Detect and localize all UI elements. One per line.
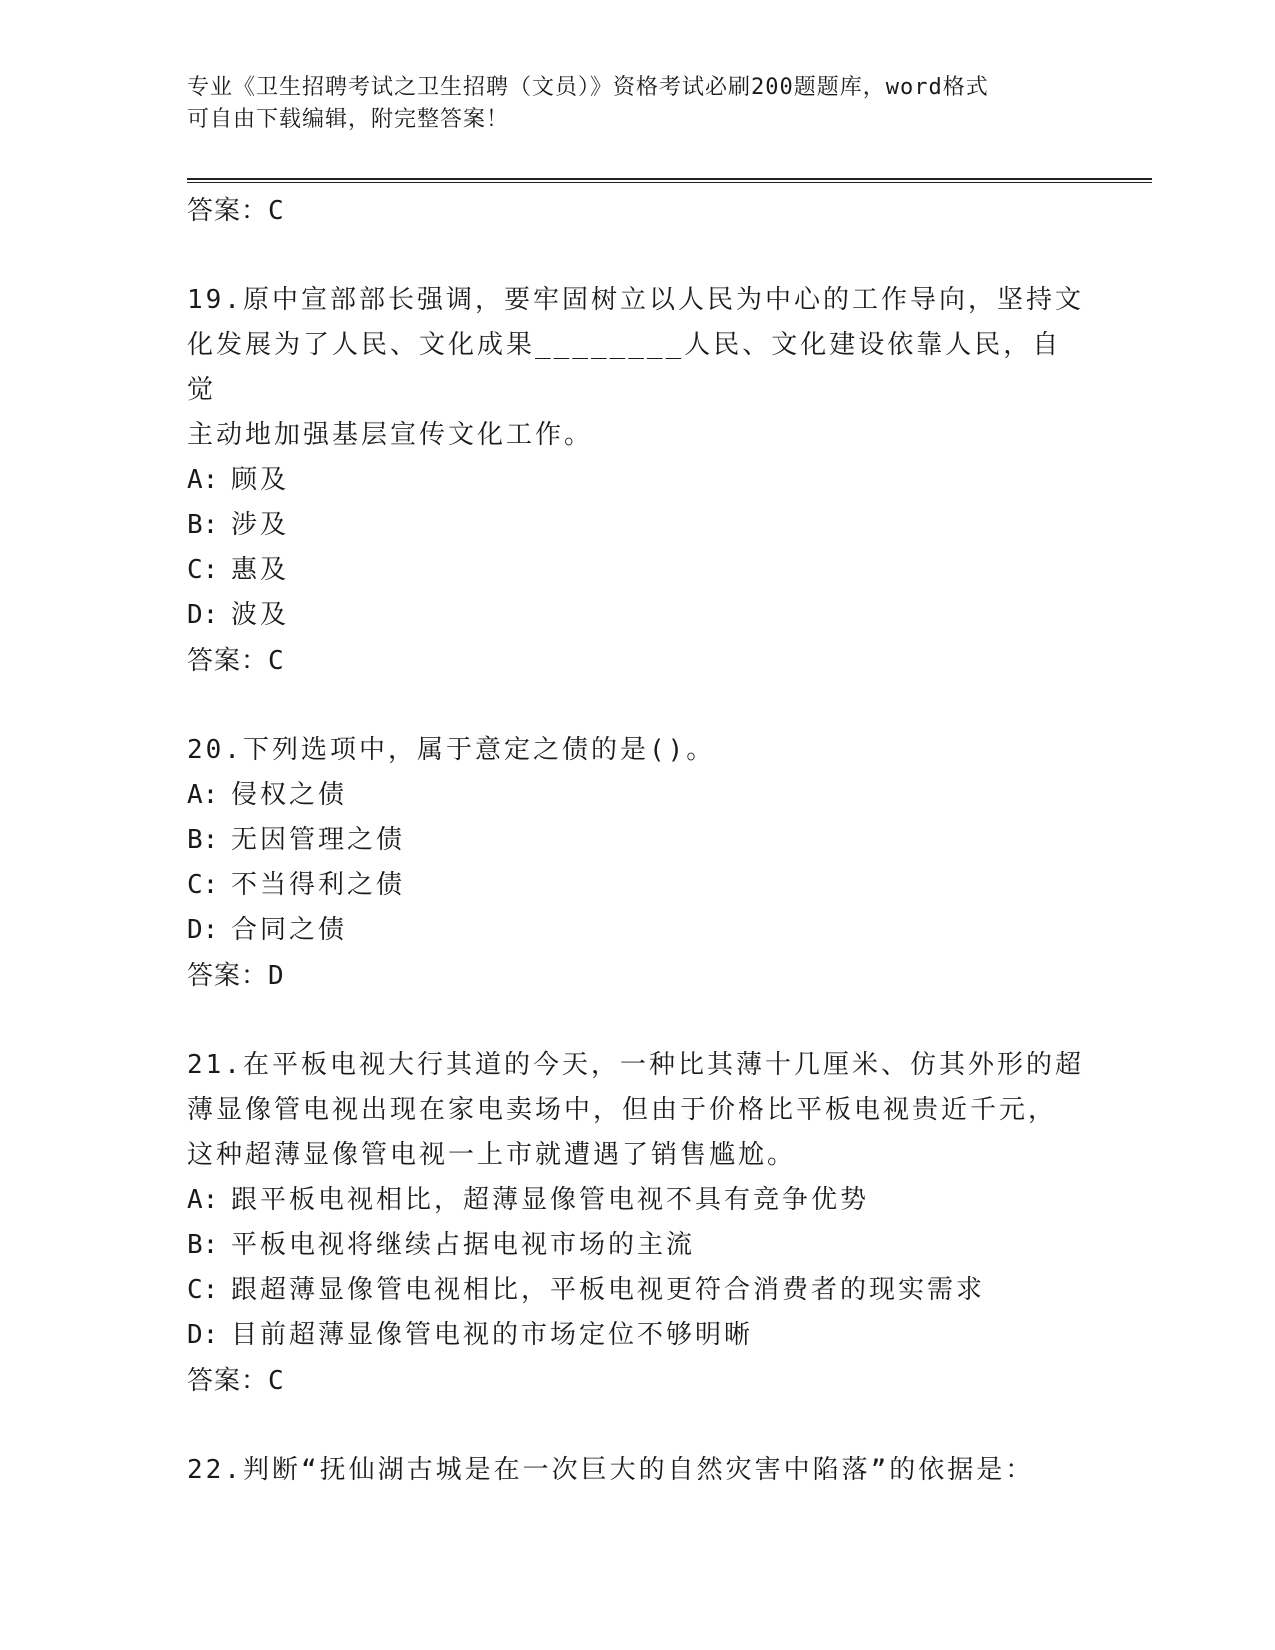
option-c: C: 惠及	[187, 555, 290, 585]
option-d: D: 合同之债	[187, 915, 348, 945]
document-header	[187, 72, 1087, 136]
question-block	[187, 728, 1087, 999]
question-text	[187, 1448, 1087, 1493]
answer-value: C	[268, 1366, 285, 1396]
question-text	[187, 278, 1087, 458]
answer-label: 答案：	[187, 196, 269, 226]
answer-line	[187, 953, 1087, 999]
option-a: A: 顾及	[187, 465, 290, 495]
option-a: A: 侵权之债	[187, 780, 348, 810]
question-block	[187, 278, 1087, 684]
answer-value: C	[268, 196, 285, 226]
question-list	[187, 188, 1087, 1493]
answer-line	[187, 188, 1087, 234]
header-line-1: 专业《卫生招聘考试之卫生招聘（文员）》资格考试必刷200题题库，word格式	[187, 75, 989, 100]
question-block	[187, 1043, 1087, 1404]
answer-line	[187, 1358, 1087, 1404]
question-text	[187, 1043, 1087, 1178]
question-text-line: 21.在平板电视大行其道的今天，一种比其薄十几厘米、仿其外形的超	[187, 1050, 1084, 1080]
option-d: D: 波及	[187, 600, 290, 630]
answer-label: 答案：	[187, 1366, 269, 1396]
header-divider	[187, 178, 1152, 183]
question-text	[187, 728, 1087, 773]
question-text-line: 20.下列选项中，属于意定之债的是()。	[187, 735, 716, 765]
question-text-line: 薄显像管电视出现在家电卖场中，但由于价格比平板电视贵近千元，	[187, 1095, 1058, 1125]
answer-value: C	[268, 646, 285, 676]
question-text-line: 这种超薄显像管电视一上市就遭遇了销售尴尬。	[187, 1140, 797, 1170]
option-c: C: 跟超薄显像管电视相比，平板电视更符合消费者的现实需求	[187, 1275, 986, 1305]
question-text-line: 19.原中宣部部长强调，要牢固树立以人民为中心的工作导向，坚持文	[187, 285, 1084, 315]
option-b: B: 无因管理之债	[187, 825, 406, 855]
answer-value: D	[268, 961, 285, 991]
answer-line	[187, 638, 1087, 684]
question-text-line: 化发展为了人民、文化成果________人民、文化建设依靠人民，自觉	[187, 330, 1062, 405]
answer-label: 答案：	[187, 961, 269, 991]
question-block	[187, 1448, 1087, 1493]
option-b: B: 涉及	[187, 510, 290, 540]
answer-label: 答案：	[187, 646, 269, 676]
question-text-line: 主动地加强基层宣传文化工作。	[187, 420, 594, 450]
option-c: C: 不当得利之债	[187, 870, 406, 900]
option-d: D: 目前超薄显像管电视的市场定位不够明晰	[187, 1320, 754, 1350]
header-line-2: 可自由下载编辑，附完整答案！	[187, 107, 510, 132]
question-text-line: 22.判断“抚仙湖古城是在一次巨大的自然灾害中陷落”的依据是：	[187, 1455, 1035, 1485]
option-a: A: 跟平板电视相比，超薄显像管电视不具有竞争优势	[187, 1185, 870, 1215]
option-b: B: 平板电视将继续占据电视市场的主流	[187, 1230, 696, 1260]
